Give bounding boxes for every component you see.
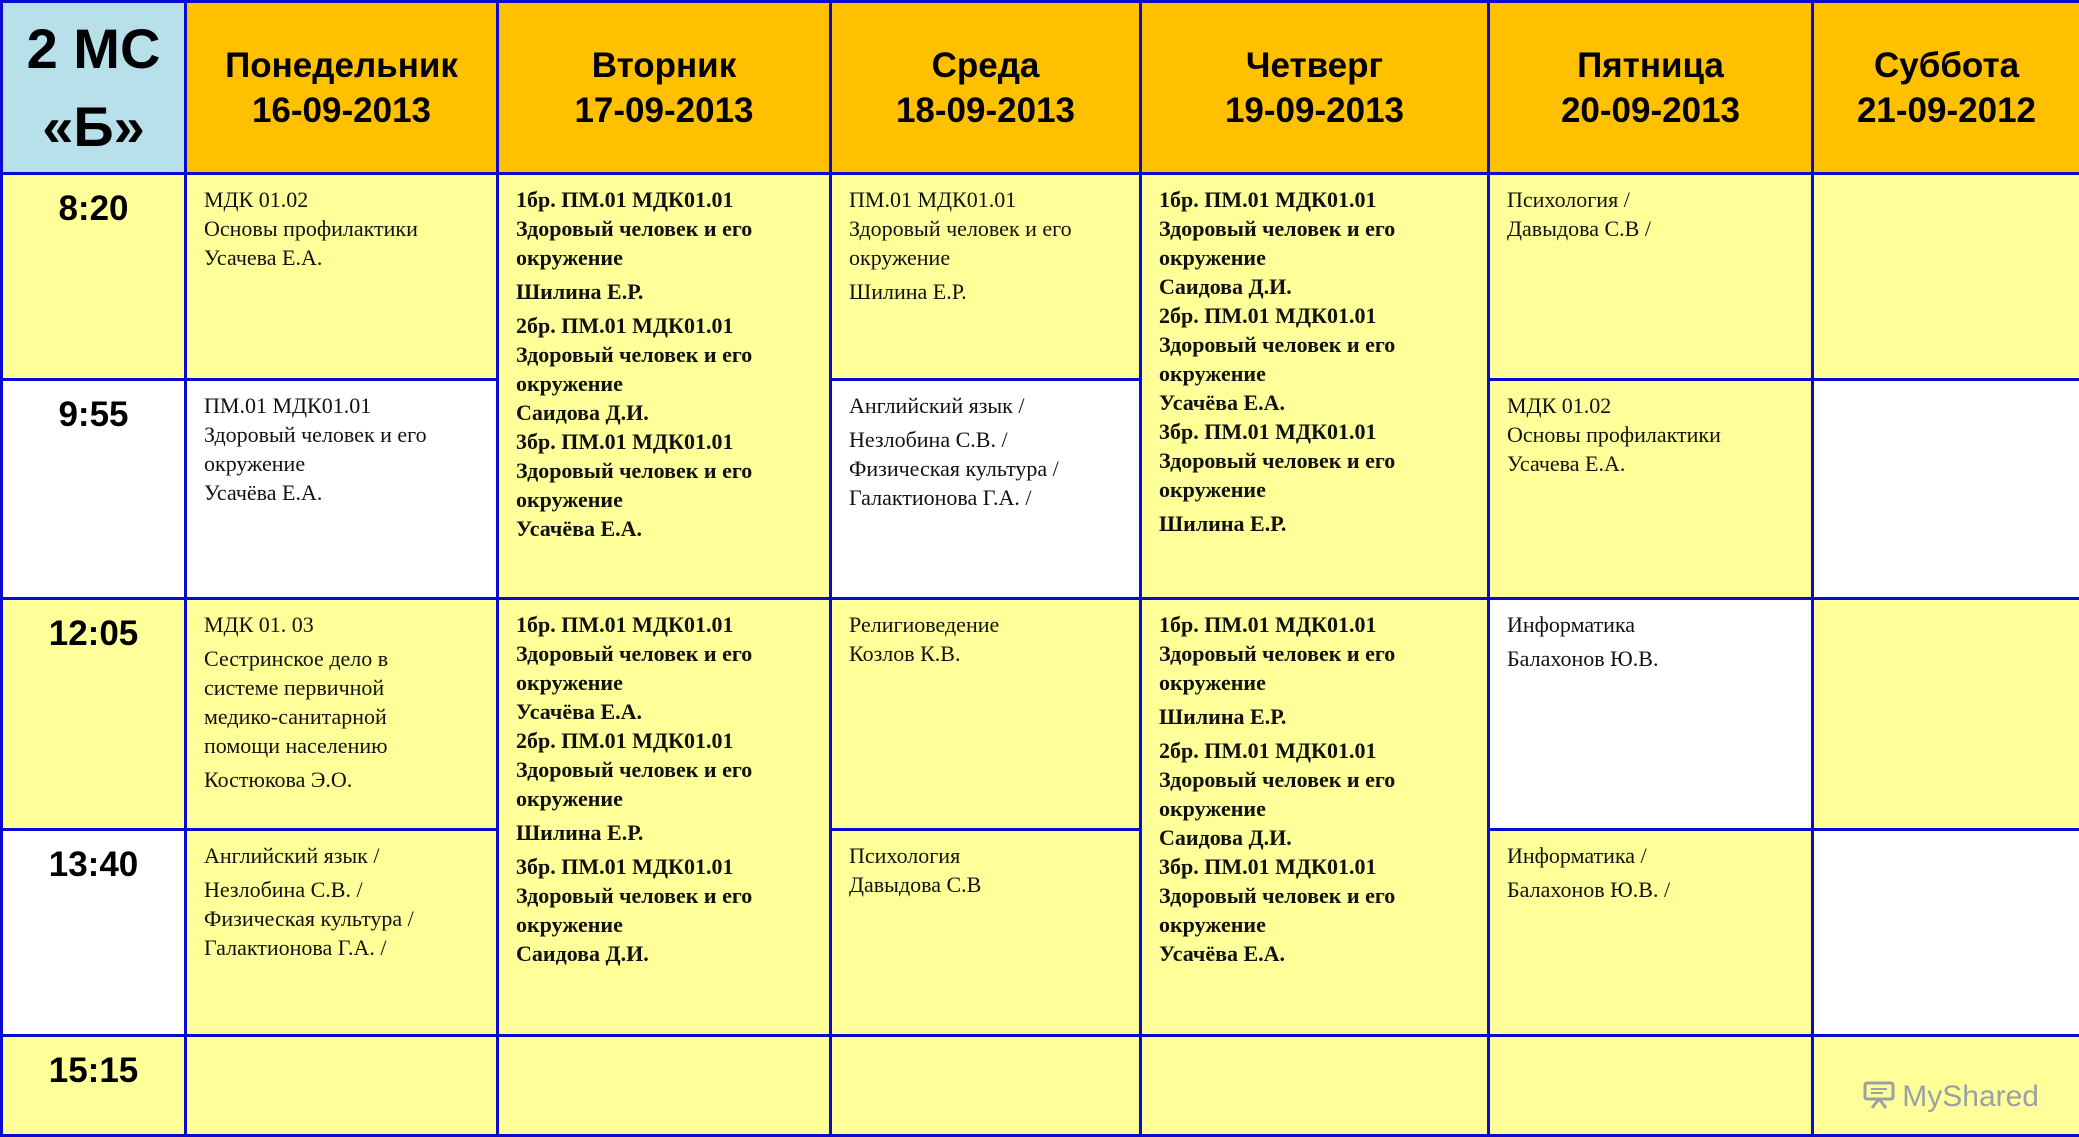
text-line: окружение — [1159, 243, 1477, 272]
lesson — [187, 381, 496, 507]
group-label — [27, 17, 161, 158]
text-line: 3бр. ПМ.01 МДК01.01 — [516, 852, 819, 881]
lesson — [832, 381, 1139, 512]
day-header-wednesday — [831, 2, 1141, 174]
text-line: окружение — [1159, 668, 1477, 697]
lesson — [187, 831, 496, 962]
text-line: Психология / — [1507, 185, 1801, 214]
text-line: Саидова Д.И. — [516, 398, 819, 427]
text-line: окружение — [1159, 359, 1477, 388]
lesson-teacher — [516, 277, 819, 306]
text-line: Шилина Е.Р. — [1159, 509, 1477, 538]
text-line: Здоровый человек и его — [516, 755, 819, 784]
text-line: Незлобина С.В. / — [204, 875, 486, 904]
day-date: 18-09-2013 — [832, 88, 1139, 133]
time-label: 9:55 — [3, 395, 184, 435]
lesson-teacher — [1507, 875, 1801, 904]
time-label: 8:20 — [3, 189, 184, 229]
lesson-cell-wed-1 — [831, 174, 1141, 380]
time-label: 12:05 — [3, 614, 184, 654]
lesson-text — [204, 841, 486, 870]
lesson-text — [204, 644, 486, 760]
lesson-text — [849, 610, 1129, 668]
text-line: Основы профилактики — [204, 214, 486, 243]
text-line: окружение — [516, 485, 819, 514]
day-header-saturday — [1813, 2, 2079, 174]
text-line: окружение — [204, 449, 486, 478]
time-cell — [2, 174, 186, 380]
text-line: Здоровый человек и его — [1159, 639, 1477, 668]
lesson-cell-mon-2 — [186, 380, 498, 599]
text-line: Балахонов Ю.В. — [1507, 644, 1801, 673]
text-line: 3бр. ПМ.01 МДК01.01 — [1159, 417, 1477, 446]
text-line: окружение — [516, 369, 819, 398]
lesson-cell-fri-1 — [1489, 174, 1813, 380]
lesson-cell-fri-2 — [1489, 380, 1813, 599]
lesson — [187, 175, 496, 272]
lesson-text — [849, 185, 1129, 272]
text-line: Религиоведение — [849, 610, 1129, 639]
lesson-cell-wed-2 — [831, 380, 1141, 599]
day-name: Четверг — [1142, 43, 1487, 88]
lesson-cell-tue-5 — [498, 1036, 831, 1136]
lesson-text — [1507, 391, 1801, 478]
time-cell — [2, 599, 186, 830]
lesson — [1142, 600, 1487, 968]
text-line: 1бр. ПМ.01 МДК01.01 — [1159, 185, 1477, 214]
text-line: МДК 01.02 — [204, 185, 486, 214]
text-line: 2бр. ПМ.01 МДК01.01 — [516, 726, 819, 755]
group-label-cell — [2, 2, 186, 174]
text-line: Физическая культура / — [849, 454, 1129, 483]
text-line: Основы профилактики — [1507, 420, 1801, 449]
text-line: 2бр. ПМ.01 МДК01.01 — [516, 311, 819, 340]
text-line: окружение — [1159, 794, 1477, 823]
lesson-cell-mon-3 — [186, 599, 498, 830]
text-line: Саидова Д.И. — [1159, 823, 1477, 852]
text-line: ПМ.01 МДК01.01 — [849, 185, 1129, 214]
text-line: Усачёва Е.А. — [516, 514, 819, 543]
text-line: Информатика / — [1507, 841, 1801, 870]
text-line: системе первичной — [204, 673, 486, 702]
lesson-cell-sat-2 — [1813, 380, 2079, 599]
text-line: Здоровый человек и его — [204, 420, 486, 449]
lesson — [187, 600, 496, 794]
lesson — [499, 175, 829, 543]
projector-icon — [1862, 1079, 1896, 1114]
text-line: Здоровый человек и его — [516, 214, 819, 243]
lesson-text — [1507, 610, 1801, 639]
day-date: 17-09-2013 — [499, 88, 829, 133]
lesson-code — [204, 610, 486, 639]
text-line: Здоровый человек и его — [1159, 214, 1477, 243]
lesson-text — [516, 185, 819, 272]
time-cell — [2, 830, 186, 1036]
day-date: 19-09-2013 — [1142, 88, 1487, 133]
text-line: 1бр. ПМ.01 МДК01.01 — [516, 185, 819, 214]
day-name: Суббота — [1814, 43, 2079, 88]
text-line: Здоровый человек и его — [1159, 446, 1477, 475]
lesson — [1142, 175, 1487, 538]
text-line: медико-санитарной — [204, 702, 486, 731]
day-date: 20-09-2013 — [1490, 88, 1811, 133]
text-line: Английский язык / — [849, 391, 1129, 420]
text-line: окружение — [516, 784, 819, 813]
text-line: Здоровый человек и его — [849, 214, 1129, 243]
text-line: Галактионова Г.А. / — [204, 933, 486, 962]
day-date: 16-09-2013 — [187, 88, 496, 133]
lesson-teacher — [1159, 702, 1477, 731]
lesson-text — [516, 610, 819, 813]
lesson-cell-wed-4 — [831, 830, 1141, 1036]
time-label: 13:40 — [3, 845, 184, 885]
lesson-text — [204, 875, 486, 962]
lesson — [1490, 381, 1811, 478]
text-line: Усачёва Е.А. — [516, 697, 819, 726]
text-line: Психология — [849, 841, 1129, 870]
lesson-cell-fri-4 — [1489, 830, 1813, 1036]
text-line: 2бр. ПМ.01 МДК01.01 — [1159, 301, 1477, 330]
watermark-text: MyShared — [1902, 1080, 2039, 1114]
text-line: помощи населению — [204, 731, 486, 760]
day-header-thursday — [1141, 2, 1489, 174]
text-line: Информатика — [1507, 610, 1801, 639]
text-line: Усачева Е.А. — [1507, 449, 1801, 478]
lesson-text — [1507, 185, 1801, 243]
text-line: Давыдова С.В / — [1507, 214, 1801, 243]
text-line: Усачева Е.А. — [204, 243, 486, 272]
text-line: Английский язык / — [204, 841, 486, 870]
lesson-teacher — [204, 765, 486, 794]
lesson-cell-mon-4 — [186, 830, 498, 1036]
text-line: окружение — [516, 668, 819, 697]
text-line: окружение — [1159, 910, 1477, 939]
lesson-cell-tue-3 — [498, 599, 831, 1036]
text-line: Усачёва Е.А. — [1159, 388, 1477, 417]
text-line: Костюкова Э.О. — [204, 765, 486, 794]
text-line: Незлобина С.В. / — [849, 425, 1129, 454]
lesson-text — [1159, 610, 1477, 697]
text-line: Здоровый человек и его — [1159, 881, 1477, 910]
text-line: Козлов К.В. — [849, 639, 1129, 668]
text-line: Саидова Д.И. — [516, 939, 819, 968]
text-line: 3бр. ПМ.01 МДК01.01 — [1159, 852, 1477, 881]
lesson-cell-thu-1 — [1141, 174, 1489, 599]
lesson — [1490, 175, 1811, 243]
lesson — [499, 600, 829, 968]
lesson-cell-fri-5 — [1489, 1036, 1813, 1136]
text-line: Шилина Е.Р. — [516, 818, 819, 847]
text-line: Саидова Д.И. — [1159, 272, 1477, 301]
text-line: МДК 01. 03 — [204, 610, 486, 639]
text-line: 3бр. ПМ.01 МДК01.01 — [516, 427, 819, 456]
lesson — [1490, 831, 1811, 904]
lesson-cell-sat-4 — [1813, 830, 2079, 1036]
text-line: окружение — [849, 243, 1129, 272]
lesson — [832, 831, 1139, 899]
lesson-cell-wed-5 — [831, 1036, 1141, 1136]
lesson-teacher — [849, 277, 1129, 306]
lesson — [832, 175, 1139, 306]
text-line: Шилина Е.Р. — [849, 277, 1129, 306]
text-line: Здоровый человек и его — [516, 456, 819, 485]
lesson-cell-wed-3 — [831, 599, 1141, 830]
text-line: Галактионова Г.А. / — [849, 483, 1129, 512]
lesson-cell-mon-5 — [186, 1036, 498, 1136]
text-line: Здоровый человек и его — [516, 881, 819, 910]
lesson-cell-thu-3 — [1141, 599, 1489, 1036]
day-date: 21-09-2012 — [1814, 88, 2079, 133]
text-line: 1бр. ПМ.01 МДК01.01 — [1159, 610, 1477, 639]
text-line: 2бр. ПМ.01 МДК01.01 — [1159, 736, 1477, 765]
text-line: Здоровый человек и его — [1159, 765, 1477, 794]
group-label-line1: 2 МС — [27, 17, 161, 80]
day-name: Вторник — [499, 43, 829, 88]
lesson-text — [849, 425, 1129, 512]
lesson-text — [1159, 185, 1477, 504]
text-line: Здоровый человек и его — [516, 639, 819, 668]
day-name: Понедельник — [187, 43, 496, 88]
text-line: Сестринское дело в — [204, 644, 486, 673]
text-line: Физическая культура / — [204, 904, 486, 933]
text-line: Давыдова С.В — [849, 870, 1129, 899]
day-header-monday — [186, 2, 498, 174]
text-line: окружение — [516, 910, 819, 939]
time-cell — [2, 1036, 186, 1136]
lesson-cell-thu-5 — [1141, 1036, 1489, 1136]
day-header-tuesday — [498, 2, 831, 174]
day-name: Пятница — [1490, 43, 1811, 88]
day-header-friday — [1489, 2, 1813, 174]
time-label: 15:15 — [3, 1051, 184, 1091]
lesson-cell-mon-1 — [186, 174, 498, 380]
text-line: Усачёва Е.А. — [204, 478, 486, 507]
lesson-cell-fri-3 — [1489, 599, 1813, 830]
text-line: Здоровый человек и его — [516, 340, 819, 369]
lesson — [1490, 600, 1811, 673]
lesson-text — [204, 185, 486, 272]
lesson-text — [516, 852, 819, 968]
text-line: Шилина Е.Р. — [516, 277, 819, 306]
lesson-teacher — [1507, 644, 1801, 673]
lesson-cell-sat-3 — [1813, 599, 2079, 830]
lesson-text — [516, 311, 819, 543]
lesson-teacher — [1159, 509, 1477, 538]
text-line: 1бр. ПМ.01 МДК01.01 — [516, 610, 819, 639]
text-line: Шилина Е.Р. — [1159, 702, 1477, 731]
text-line: Здоровый человек и его — [1159, 330, 1477, 359]
lesson-text — [1159, 736, 1477, 968]
lesson-text — [1507, 841, 1801, 870]
lesson-cell-tue-1 — [498, 174, 831, 599]
text-line: ПМ.01 МДК01.01 — [204, 391, 486, 420]
lesson — [832, 600, 1139, 668]
lesson-text — [849, 391, 1129, 420]
text-line: окружение — [1159, 475, 1477, 504]
text-line: окружение — [516, 243, 819, 272]
group-label-line2: «Б» — [42, 95, 145, 158]
lesson-teacher — [516, 818, 819, 847]
text-line: МДК 01.02 — [1507, 391, 1801, 420]
text-line: Балахонов Ю.В. / — [1507, 875, 1801, 904]
lesson-cell-sat-1 — [1813, 174, 2079, 380]
lesson-text — [204, 391, 486, 507]
watermark — [1862, 1079, 2039, 1114]
time-cell — [2, 380, 186, 599]
day-name: Среда — [832, 43, 1139, 88]
text-line: Усачёва Е.А. — [1159, 939, 1477, 968]
lesson-text — [849, 841, 1129, 899]
